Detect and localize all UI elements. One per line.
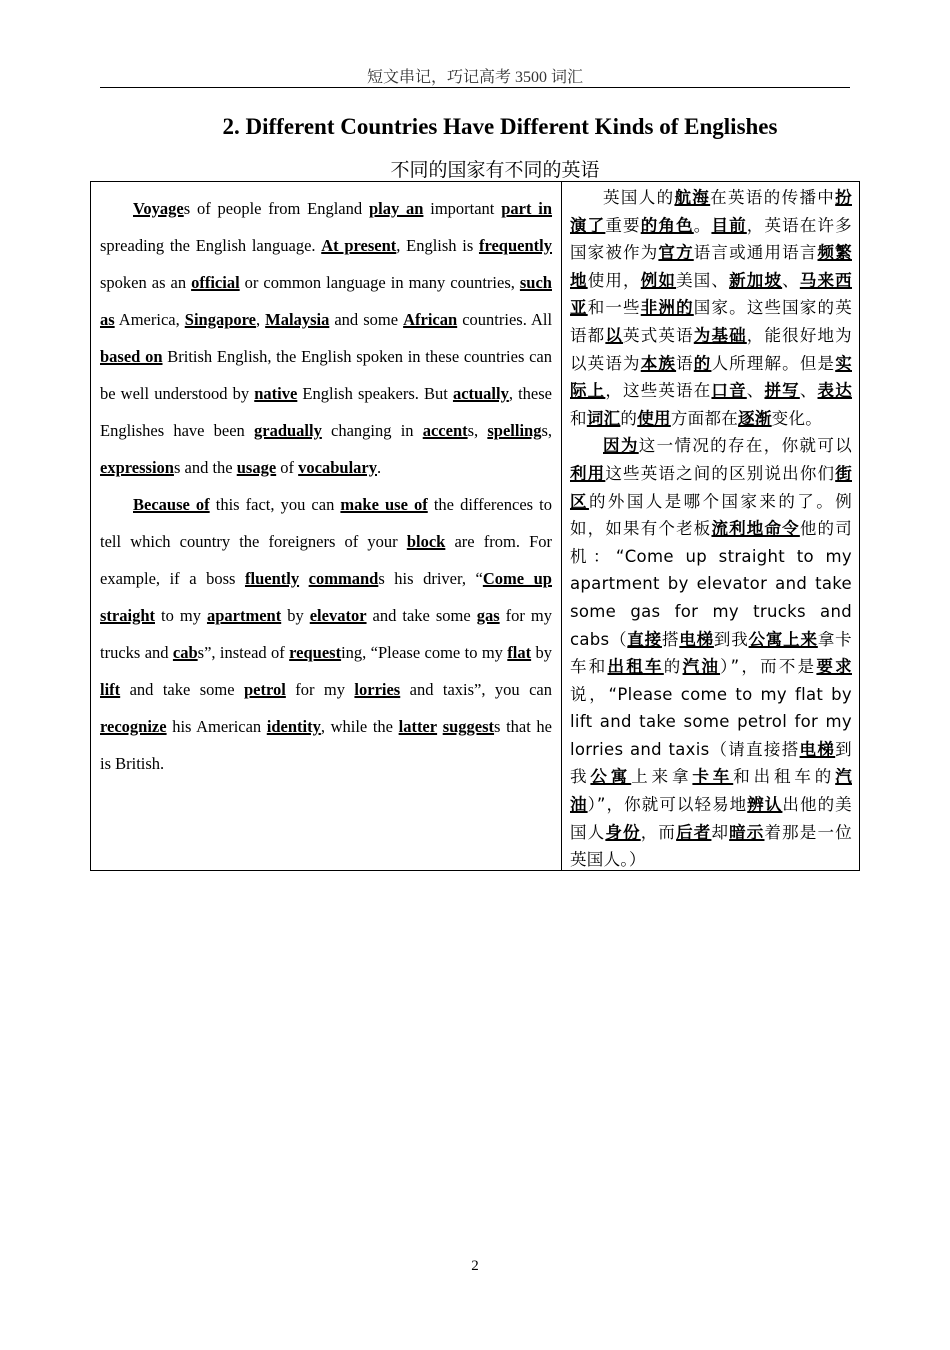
- key-vocabulary: lift: [100, 680, 121, 699]
- text-run: important: [423, 199, 502, 218]
- chinese-paragraph-1: [570, 184, 852, 432]
- key-vocabulary: 逐渐: [738, 408, 772, 428]
- text-run: 他的司机：“Come up straight to my apartment by elevator and take some gas for my trucks and cabs（: [570, 519, 853, 649]
- key-vocabulary: 辨认: [747, 795, 783, 815]
- key-vocabulary: 拼写: [764, 381, 800, 401]
- article-subtitle: 不同的国家有不同的英语: [390, 159, 600, 181]
- key-vocabulary: petrol: [243, 680, 286, 699]
- text-run: and some: [329, 310, 404, 329]
- key-vocabulary: frequently: [478, 236, 552, 255]
- key-vocabulary: latter: [398, 717, 438, 736]
- text-run: , while the: [320, 717, 399, 736]
- text-run: 到我: [713, 629, 749, 649]
- text-run: 语: [676, 353, 694, 373]
- key-vocabulary: identity: [266, 717, 321, 736]
- key-vocabulary: fluently: [244, 569, 300, 588]
- key-vocabulary: 马来西亚: [570, 270, 852, 318]
- text-run: ，这些英语在: [605, 381, 712, 401]
- key-vocabulary: make use of: [340, 495, 428, 514]
- key-vocabulary: official: [191, 273, 240, 292]
- key-vocabulary: 电梯: [679, 629, 714, 649]
- text-run: 、: [782, 270, 800, 290]
- text-run: ，英语在许多国家被作为: [570, 215, 852, 263]
- text-run: 着那是一位英国人。）: [570, 822, 852, 870]
- key-vocabulary: African: [403, 310, 458, 329]
- key-vocabulary: such as: [100, 273, 552, 329]
- key-vocabulary: Singapore: [184, 310, 256, 329]
- key-vocabulary: 本族: [640, 353, 677, 373]
- key-vocabulary: 非洲的: [640, 298, 694, 318]
- key-vocabulary: block: [406, 532, 446, 551]
- key-vocabulary: 航海: [674, 188, 711, 207]
- text-run: British English, the English spoken in these countries can be well understood by: [100, 347, 552, 403]
- key-vocabulary: flat: [507, 643, 532, 662]
- text-run: 到我: [570, 739, 852, 787]
- text-run: , English is: [396, 236, 479, 255]
- key-vocabulary: 利用: [570, 463, 606, 483]
- text-run: to my: [155, 606, 207, 625]
- text-run: 和出租车的: [733, 767, 836, 787]
- key-vocabulary: 汽油: [570, 767, 852, 815]
- text-run: 重要: [605, 215, 641, 235]
- text-run: 的: [620, 408, 638, 428]
- key-vocabulary: Come up straight: [100, 569, 552, 625]
- text-run: and take some: [366, 606, 477, 625]
- key-vocabulary: 为基础: [693, 325, 747, 345]
- key-vocabulary: based on: [100, 347, 163, 366]
- key-vocabulary: 官方: [658, 243, 694, 263]
- key-vocabulary: gradually: [254, 421, 322, 440]
- text-run: 美国、: [676, 270, 730, 290]
- chinese-paragraph-2: [570, 432, 852, 874]
- text-run: 使用，: [587, 270, 641, 290]
- text-run: 和: [570, 408, 587, 428]
- key-vocabulary: Because of: [133, 495, 210, 514]
- key-vocabulary: 实际上: [570, 353, 852, 401]
- key-vocabulary: play an: [368, 199, 424, 218]
- text-run: changing in: [321, 421, 423, 440]
- text-run: 这一情况的存在，你就可以: [638, 436, 852, 456]
- key-vocabulary: 频繁地: [570, 243, 852, 290]
- key-vocabulary: 公寓上来: [748, 629, 818, 649]
- key-vocabulary: At present: [321, 236, 397, 255]
- key-vocabulary: 的: [693, 353, 712, 373]
- key-vocabulary: actually: [452, 384, 509, 403]
- text-run: , these Englishes have been: [100, 384, 552, 440]
- key-vocabulary: 公寓: [590, 767, 632, 787]
- key-vocabulary: cab: [172, 643, 198, 662]
- text-run: spoken as an: [100, 273, 192, 292]
- text-run: s his driver, “: [378, 569, 483, 588]
- text-run: 英式英语: [623, 325, 694, 345]
- key-vocabulary: 口音: [711, 381, 747, 401]
- text-run: his American: [166, 717, 267, 736]
- key-vocabulary: native: [254, 384, 298, 403]
- key-vocabulary: 表达: [817, 381, 852, 401]
- key-vocabulary: 以: [605, 325, 624, 345]
- text-run: 上来拿: [631, 767, 693, 787]
- key-vocabulary: 汽油: [682, 657, 721, 677]
- text-run: 说，“Please come to my flat by lift and take some petrol for my lorries and taxis（请直接搭: [570, 684, 852, 759]
- key-vocabulary: gas: [476, 606, 500, 625]
- key-vocabulary: 例如: [640, 270, 677, 290]
- english-paragraph-1: [100, 190, 552, 486]
- text-run: English speakers. But: [297, 384, 453, 403]
- key-vocabulary: spelling: [487, 421, 542, 440]
- page-number: 2: [471, 1258, 479, 1274]
- chinese-column: [570, 184, 852, 874]
- key-vocabulary: 后者: [676, 822, 712, 842]
- text-run: 英国人的: [603, 188, 675, 207]
- article-title: 2. Different Countries Have Different Kinds of Englishes: [222, 114, 778, 139]
- text-run: s that he is British.: [100, 717, 552, 773]
- text-run: ）”，你就可以轻易地: [587, 795, 748, 815]
- text-run: 在英语的传播中: [710, 188, 836, 207]
- column-divider: [561, 182, 562, 870]
- bilingual-table: [90, 181, 860, 871]
- key-vocabulary: suggest: [442, 717, 495, 736]
- key-vocabulary: recognize: [100, 717, 167, 736]
- text-run: s,: [467, 421, 488, 440]
- text-run: spreading the English language.: [100, 236, 322, 255]
- text-run: .: [377, 458, 382, 477]
- page-header: 短文串记，巧记高考 3500 词汇: [366, 69, 583, 86]
- key-vocabulary: lorries: [354, 680, 401, 699]
- key-vocabulary: expression: [100, 458, 174, 477]
- text-run: ）”，而不是: [720, 657, 817, 677]
- english-column: [100, 190, 552, 782]
- text-run: 、: [799, 381, 818, 401]
- text-run: by: [281, 606, 310, 625]
- text-run: ,: [255, 310, 266, 329]
- key-vocabulary: command: [308, 569, 379, 588]
- key-vocabulary: part in: [501, 199, 553, 218]
- text-run: ，能很好地为以英语为: [570, 325, 852, 373]
- key-vocabulary: request: [289, 643, 342, 662]
- text-run: 这些英语之间的区别说出你们: [605, 463, 836, 483]
- key-vocabulary: apartment: [206, 606, 282, 625]
- header-rule: [100, 87, 850, 88]
- text-run: by: [531, 643, 552, 662]
- key-vocabulary: 出租车: [607, 657, 664, 677]
- key-vocabulary: 街区: [570, 463, 852, 511]
- key-vocabulary: 卡车: [692, 767, 734, 787]
- text-run: are from. For example, if a boss: [100, 532, 553, 588]
- key-vocabulary: elevator: [309, 606, 367, 625]
- key-vocabulary: 流利地命令: [711, 519, 800, 539]
- text-run: or common language in many countries,: [239, 273, 520, 292]
- text-run: for my: [285, 680, 355, 699]
- text-run: 。: [693, 215, 712, 235]
- text-run: s,: [541, 421, 553, 440]
- key-vocabulary: accent: [422, 421, 468, 440]
- key-vocabulary: 词汇: [586, 408, 621, 428]
- text-run: 和一些: [587, 298, 641, 318]
- key-vocabulary: 身份: [605, 822, 641, 842]
- key-vocabulary: Voyage: [133, 199, 184, 218]
- key-vocabulary: 电梯: [799, 739, 836, 759]
- text-run: and taxis”, you can: [400, 680, 552, 699]
- text-run: America,: [114, 310, 185, 329]
- key-vocabulary: 使用: [637, 408, 671, 428]
- text-run: for my trucks and: [100, 606, 553, 662]
- text-run: ing, “Please come to my: [341, 643, 508, 662]
- text-run: 、: [746, 381, 765, 401]
- text-run: 出他的美国人: [570, 795, 852, 842]
- text-run: s of people from England: [183, 199, 369, 218]
- english-paragraph-2: [100, 486, 552, 782]
- key-vocabulary: 新加坡: [729, 270, 783, 290]
- key-vocabulary: 要求: [816, 657, 852, 677]
- text-run: 却: [711, 822, 730, 842]
- text-run: s”, instead of: [197, 643, 290, 662]
- text-run: this fact, you can: [209, 495, 341, 514]
- key-vocabulary: usage: [236, 458, 277, 477]
- text-run: and take some: [120, 680, 244, 699]
- key-vocabulary: 因为: [603, 436, 639, 456]
- text-run: countries. All: [457, 310, 553, 329]
- text-run: s and the: [173, 458, 237, 477]
- text-run: 语言或通用语言: [693, 243, 818, 263]
- text-run: 的: [663, 657, 683, 677]
- key-vocabulary: 直接: [627, 629, 662, 649]
- key-vocabulary: vocabulary: [298, 458, 377, 477]
- key-vocabulary: 的角色: [640, 215, 694, 235]
- text-run: 人所理解。但是: [711, 353, 836, 373]
- text-run: [299, 569, 309, 588]
- text-run: 方面都在: [670, 408, 739, 428]
- text-run: 的外国人是哪个国家来的了。例如，如果有个老板: [570, 491, 852, 539]
- text-run: of: [276, 458, 299, 477]
- text-run: ，而: [640, 822, 677, 842]
- key-vocabulary: 目前: [711, 215, 747, 235]
- text-run: 变化。: [771, 408, 823, 428]
- key-vocabulary: 扮演了: [570, 188, 852, 235]
- key-vocabulary: Malaysia: [265, 310, 330, 329]
- key-vocabulary: 暗示: [729, 822, 765, 842]
- text-run: 国家。这些国家的英语都: [570, 298, 853, 345]
- text-run: 拿卡车和: [570, 629, 852, 677]
- text-run: 搭: [661, 629, 680, 649]
- text-run: the differences to tell which country the foreigners of your: [100, 495, 552, 551]
